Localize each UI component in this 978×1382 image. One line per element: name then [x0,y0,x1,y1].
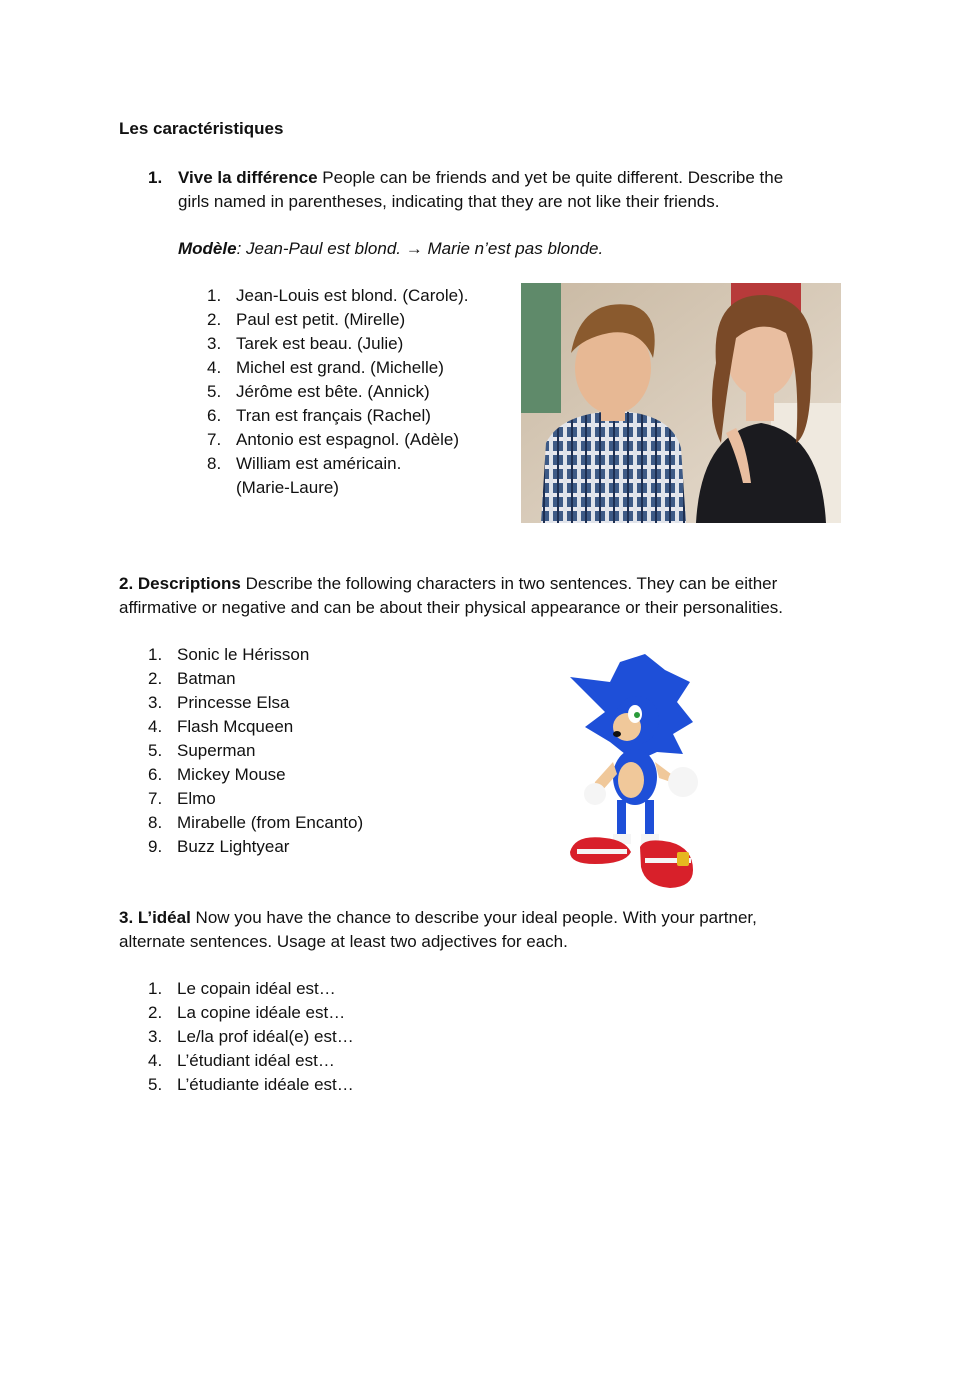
list-item-number: 1. [207,286,222,305]
list-item-text: (Marie-Laure) [236,478,339,497]
list-item-number: 6. [148,765,163,784]
list-item-text: Jean-Louis est blond. (Carole). [236,286,469,305]
list-item-text: Tarek est beau. (Julie) [236,334,404,353]
list-item-text: Superman [177,741,256,760]
list-item-text: Tran est français (Rachel) [236,406,431,425]
list-item-number: 5. [148,741,163,760]
list-item [207,428,497,452]
list-item-number: 3. [148,1027,163,1046]
sonic-character-icon [565,652,705,892]
list-item-number: 2. [148,669,163,688]
list-item-text: La copine idéale est… [177,1003,346,1022]
section3-heading: 3. L’idéal [119,908,191,927]
photo-two-teens [521,283,841,523]
section3-intro-line1: Now you have the chance to describe your ideal people. With your partner, [190,908,757,927]
list-item [148,977,448,1001]
list-item-number: 9. [148,837,163,856]
list-item-text: Jérôme est bête. (Annick) [236,382,430,401]
section3-intro-line2: alternate sentences. Usage at least two adjectives for each. [119,932,568,951]
list-item-text: Mickey Mouse [177,765,286,784]
model-label: Modèle [178,239,237,258]
list-item-number: 1. [148,645,163,664]
list-item-number: 6. [207,406,222,425]
sonic-image [565,652,705,892]
section2-intro [119,572,777,596]
list-item [148,1001,448,1025]
list-item-text: Mirabelle (from Encanto) [177,813,364,832]
list-item-number: 3. [207,334,222,353]
section1-list [207,284,497,500]
list-item-text: Flash Mcqueen [177,717,294,736]
section2-list [148,643,448,859]
list-item [148,787,448,811]
list-item-number: 8. [207,454,222,473]
list-item-text: L’étudiant idéal est… [177,1051,335,1070]
list-item [148,1025,448,1049]
list-item-number: 4. [148,1051,163,1070]
list-item [148,715,448,739]
page-title: Les caractéristiques [119,119,284,138]
list-item-number: 4. [207,358,222,377]
model-text: : Jean-Paul est blond. → Marie n’est pas blonde. [236,239,604,258]
list-item-text: Sonic le Hérisson [177,645,310,664]
list-item-number: 4. [148,717,163,736]
section3-intro [119,906,757,930]
list-item-text: William est américain. [236,454,402,473]
section1-number: 1. [148,168,163,187]
list-item-text: Antonio est espagnol. (Adèle) [236,430,460,449]
list-item-text: Paul est petit. (Mirelle) [236,310,406,329]
list-item [148,1073,448,1097]
section1-intro-line2: girls named in parentheses, indicating that they are not like their friends. [178,192,720,211]
list-item-number: 3. [148,693,163,712]
list-item [207,380,497,404]
section2-intro-line1: Describe the following characters in two sentences. They can be either [240,574,778,593]
photo-two-teens-icon [521,283,841,523]
list-item [207,476,497,500]
list-item-number: 5. [207,382,222,401]
list-item [148,643,448,667]
list-item-text: Le/la prof idéal(e) est… [177,1027,354,1046]
list-item [207,404,497,428]
section1-model [178,237,603,261]
list-item [148,739,448,763]
section1-intro-line1: People can be friends and yet be quite different. Describe the [317,168,784,187]
section2-heading: 2. Descriptions [119,574,241,593]
list-item-text: Elmo [177,789,216,808]
list-item [148,763,448,787]
list-item-text: Buzz Lightyear [177,837,290,856]
section3-list [148,977,448,1097]
section1-intro [178,166,783,190]
section1-heading: Vive la différence [178,168,318,187]
list-item-number: 1. [148,979,163,998]
list-item [207,356,497,380]
list-item [148,811,448,835]
list-item-number: 5. [148,1075,163,1094]
list-item [207,332,497,356]
list-item [207,308,497,332]
list-item-number: 2. [148,1003,163,1022]
list-item [148,667,448,691]
list-item-text: L’étudiante idéale est… [177,1075,354,1094]
list-item-text: Le copain idéal est… [177,979,336,998]
list-item [148,835,448,859]
list-item-number: 7. [207,430,222,449]
list-item [148,691,448,715]
section2-intro-line2: affirmative or negative and can be about their physical appearance or their personalities. [119,598,784,617]
list-item-text: Batman [177,669,236,688]
list-item-text: Princesse Elsa [177,693,290,712]
list-item-number: 7. [148,789,163,808]
list-item-text: Michel est grand. (Michelle) [236,358,444,377]
list-item [148,1049,448,1073]
list-item-number: 2. [207,310,222,329]
list-item [207,452,497,476]
list-item-number: 8. [148,813,163,832]
list-item [207,284,497,308]
